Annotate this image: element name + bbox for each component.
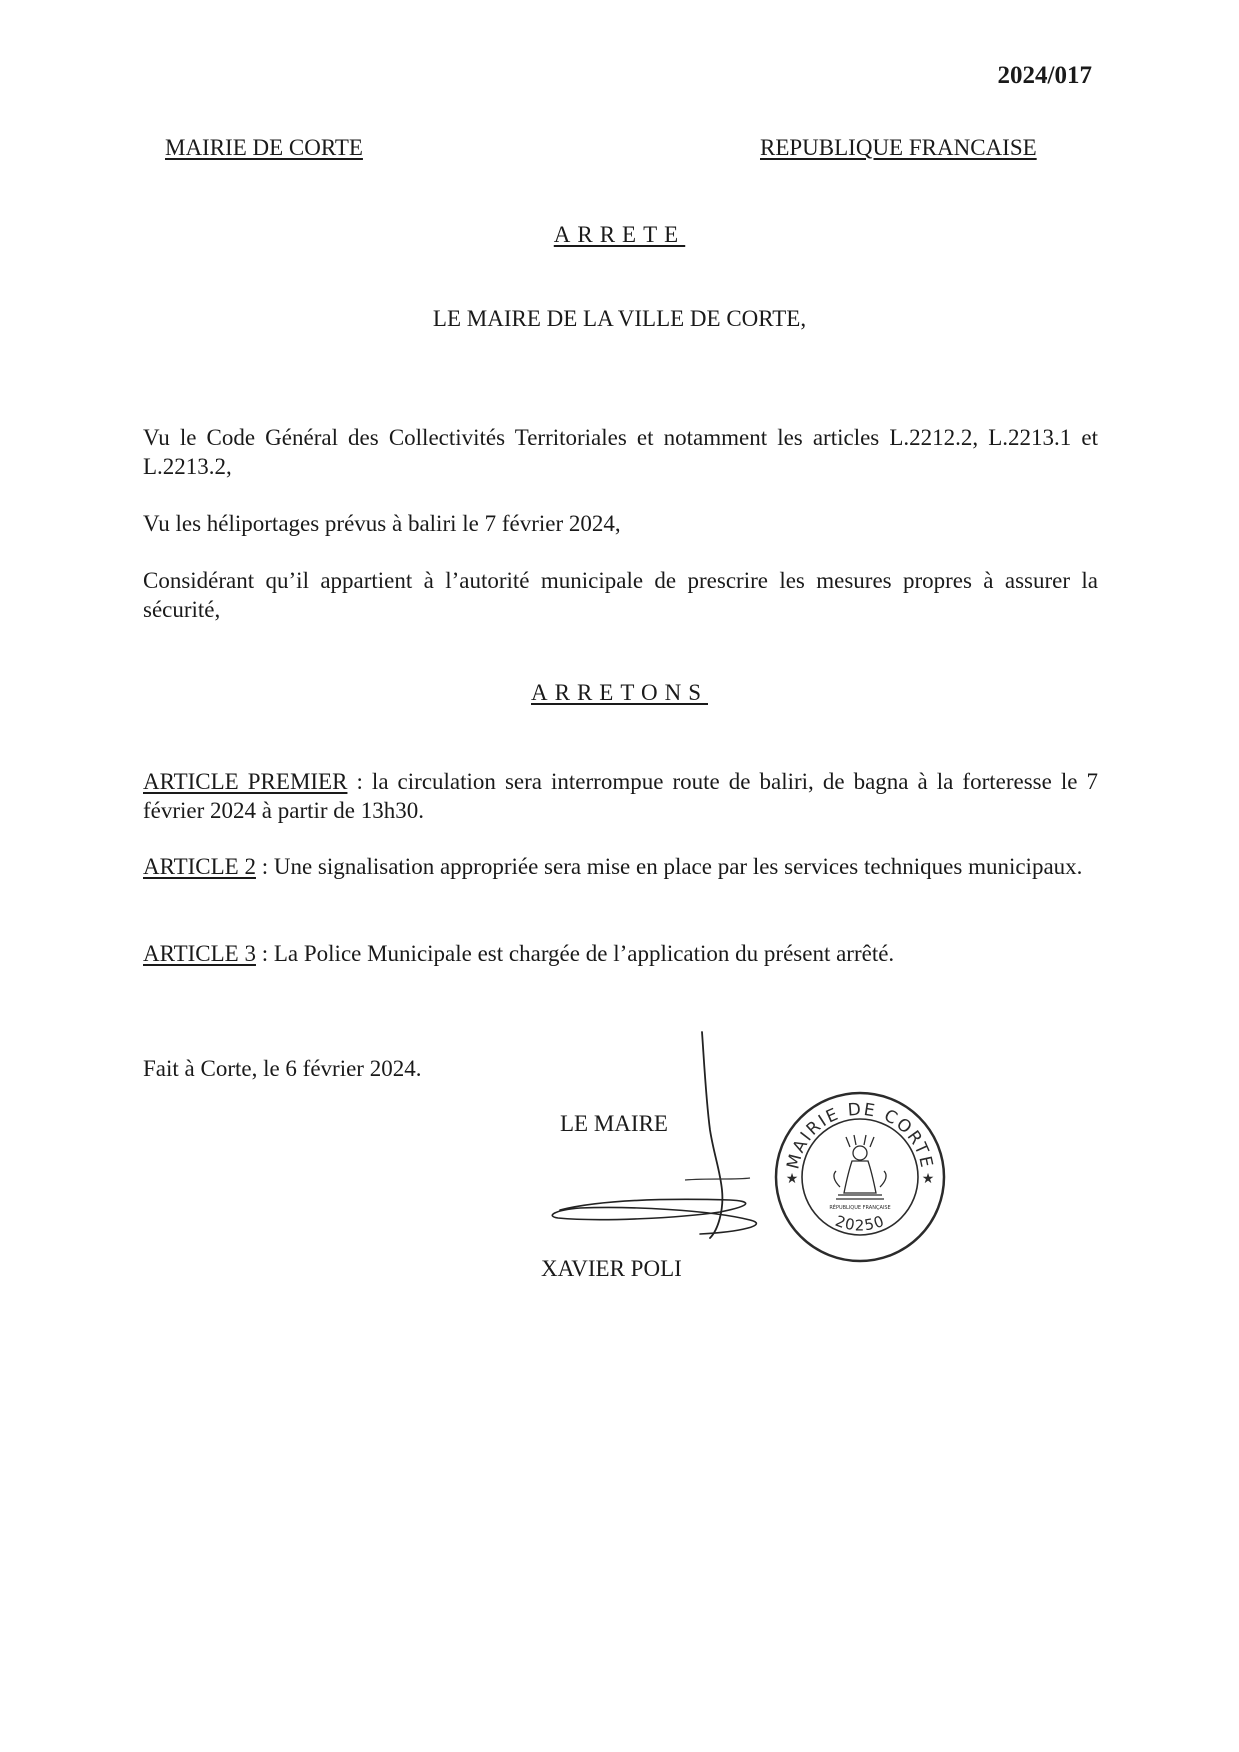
consideration-1: Vu le Code Général des Collectivités Territoriales et notamment les articles L.2212.2, L.2213.1 et L.2213.2, (143, 425, 1098, 479)
signature-scribble (540, 1030, 800, 1250)
signatory-name: XAVIER POLI (541, 1256, 682, 1281)
article-3-text: : La Police Municipale est chargée de l’application du présent arrêté. (255, 941, 895, 966)
article-1-text: : la circulation sera interrompue route de baliri, de bagna à la forteresse le 7 février 2024 à partir de 13h30. (143, 769, 1099, 823)
article-3-label: ARTICLE 3 (143, 941, 256, 966)
stamp-star-right: ★ (921, 1171, 935, 1187)
mayor-intro: LE MAIRE DE LA VILLE DE CORTE, (432, 306, 807, 331)
article-2-label: ARTICLE 2 (143, 854, 256, 879)
document-title: ARRETE (553, 222, 686, 247)
stamp-inner-text: RÉPUBLIQUE FRANÇAISE (829, 1205, 891, 1211)
header-left: MAIRIE DE CORTE (165, 135, 363, 160)
stamp-star-left: ★ (785, 1171, 799, 1187)
official-stamp (770, 1087, 950, 1267)
stamp-top-text: MAIRIE DE CORTE (783, 1099, 937, 1172)
decision-title: ARRETONS (531, 680, 708, 705)
article-3 (143, 939, 1098, 968)
consideration-2: Vu les héliportages prévus à baliri le 7 février 2024, (143, 511, 621, 536)
header-right: REPUBLIQUE FRANCAISE (760, 135, 1037, 160)
stamp-emblem (834, 1135, 886, 1199)
stamp-bottom-text: 20250 (832, 1211, 888, 1235)
consideration-3: Considérant qu’il appartient à l’autorité municipale de prescrire les mesures propres à assurer la sécurité, (143, 568, 1098, 622)
article-1 (143, 767, 1098, 825)
reference-number: 2024/017 (997, 62, 1092, 89)
signatory-title: LE MAIRE (560, 1111, 668, 1136)
article-1-label: ARTICLE PREMIER (143, 769, 348, 794)
signed-place-date: Fait à Corte, le 6 février 2024. (143, 1056, 422, 1081)
article-2-text: : Une signalisation appropriée sera mise en place par les services techniques municipaux. (255, 854, 1083, 879)
article-2 (143, 852, 1098, 881)
